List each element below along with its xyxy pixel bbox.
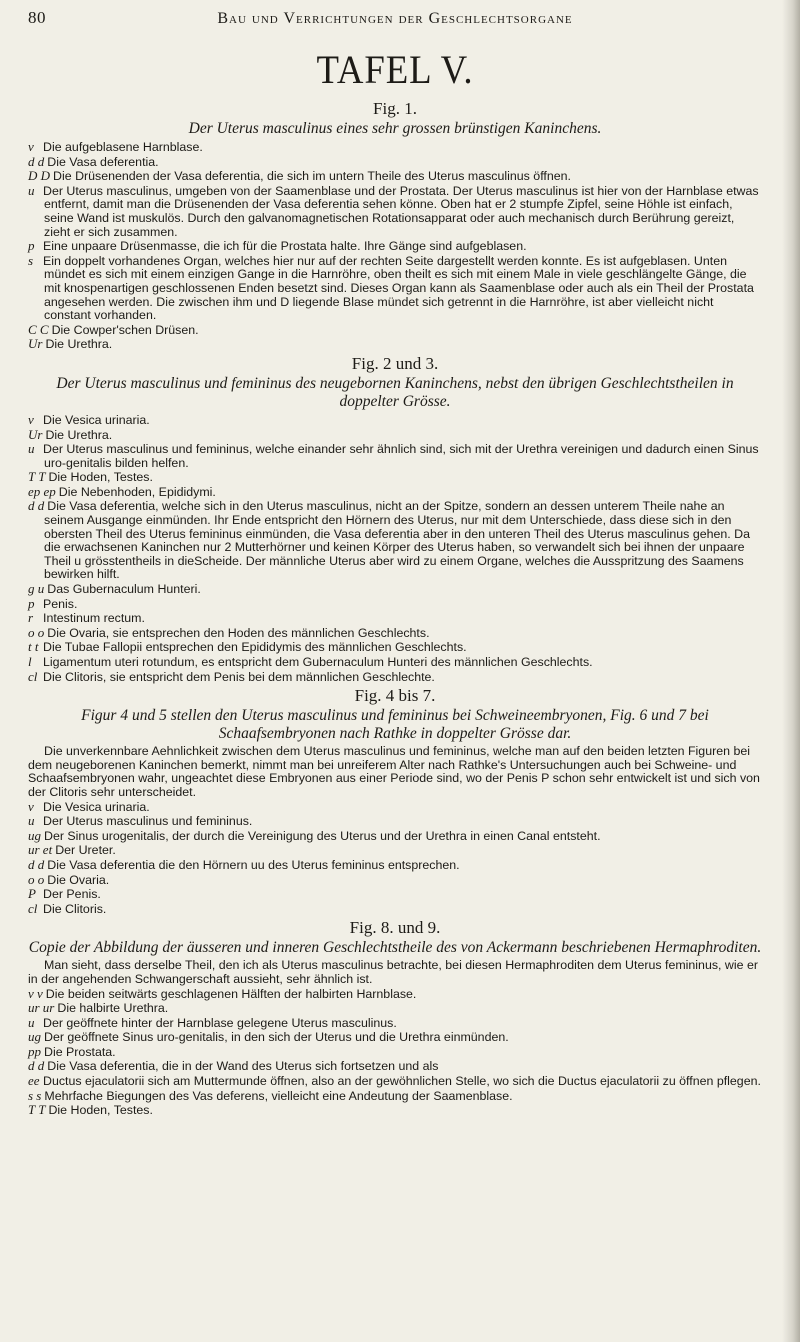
entry-text: Die Hoden, Testes. (48, 1103, 153, 1118)
entry-key: v v (28, 985, 43, 1001)
entry-key: pp (28, 1043, 41, 1059)
entry-key: P (28, 886, 36, 902)
fig23-entry (28, 597, 762, 612)
entry-key: ep ep (28, 483, 56, 499)
plate-title: TAFEL V. (316, 47, 474, 92)
entry-key: u (28, 1014, 35, 1030)
entry-text: Ductus ejaculatorii sich am Muttermunde öffnen, also an der gewöhnlichen Stelle, wo sich die Ductus ejaculatorii zu öffnen pflegen. (43, 1074, 761, 1089)
entry-text: Penis. (43, 596, 78, 611)
entry-key: Ur (28, 336, 43, 352)
entry-key: v (28, 411, 34, 427)
running-head (28, 8, 762, 32)
entry-key: ur et (28, 842, 53, 858)
entry-key: d d (28, 856, 45, 872)
entry-text: Der Sinus urogenitalis, der durch die Vereinigung des Uterus und der Urethra in einen Canal entsteht. (44, 828, 601, 843)
entry-key: l (28, 654, 32, 669)
fig23-entry (28, 442, 762, 470)
fig1-entry (28, 323, 762, 338)
entry-key: T T (28, 1102, 46, 1118)
entry-key: r (28, 610, 34, 626)
fig23-entry (28, 655, 762, 670)
entry-text: Die Vasa deferentia, die in der Wand des Uterus sich fortsetzen und als (47, 1059, 439, 1074)
page-edge-shadow (782, 0, 800, 1342)
entry-key: t t (28, 639, 39, 655)
entry-key: cl (28, 900, 38, 916)
entry-text: Die Cowper'schen Drüsen. (51, 322, 199, 337)
entry-text: Die Clitoris, sie entspricht dem Penis bei dem männlichen Geschlechte. (43, 669, 435, 684)
fig47-entry (28, 829, 762, 844)
entry-key: D D (28, 168, 51, 184)
entry-text: Die beiden seitwärts geschlagenen Hälften der halbirten Harnblase. (45, 986, 417, 1001)
entry-key: d d (28, 498, 45, 514)
entry-text: Die Vasa deferentia, welche sich in den Uterus masculinus, nicht an der Spitze, sondern an dessen unterem Theile nahe an seinem Ausgange einmünden. Ihr Ende entspricht den Hörnern des Uterus, nur mit dem Unterschiede, dass diese sich in den obersten Theil des Uterus femininus einmünden, die Vasa deferentia aber in den unteren Theil des Uterus masculinus gehen. Da die erwachsenen Kaninchen nur 2 Mutterhörner und keinen Körper des Uterus haben, so verwandelt sich bei ihnen der unpaare Theil u grösstentheils in dieScheide. Der männliche Uterus aber wird zu einem Organe, welches die Ausspritzung des Saamens bewirken hilft. (44, 499, 750, 582)
entry-key: ur ur (28, 1000, 55, 1016)
fig1-caption: Der Uterus masculinus eines sehr grossen brünstigen Kaninchens. (188, 120, 602, 137)
entry-key: v (28, 139, 34, 154)
fig89-entry (28, 1059, 762, 1074)
entry-key: d d (28, 153, 45, 169)
entry-text: Das Gubernaculum Hunteri. (47, 582, 201, 597)
entry-text: Der Uterus masculinus, umgeben von der Saamenblase und der Prostata. Der Uterus masculinus ist hier von der Harnblase etwas entfernt, damit man die Drüsenenden der Vasa deferentia sehen könne. Oben hat er 2 stumpfe Zipfel, seine Höhle ist einfach, seine Wand ist muskulös. Durch den galvanomagnetischen Rotationsapparat oder auch mechanisch durch Berührung gereizt, zieht er sich zusammen. (43, 183, 759, 239)
fig47-entry (28, 843, 762, 858)
fig89-entry (28, 1030, 762, 1045)
entry-text: Die Tubae Fallopii entsprechen den Epididymis des männlichen Geschlechts. (43, 640, 467, 655)
entry-text: Der Uterus masculinus und femininus. (43, 814, 253, 829)
fig89-entry (28, 1016, 762, 1031)
entry-text: Der Uterus masculinus und femininus, welche einander sehr ähnlich sind, sich mit der Urethra vereinigen und dadurch einen Sinus uro-genitalis bilden helfen. (43, 442, 759, 470)
entry-key: s s (28, 1087, 42, 1103)
fig23-entry (28, 670, 762, 685)
fig23-entry (28, 413, 762, 428)
entry-text: Die Ovaria, sie entsprechen den Hoden des männlichen Geschlechts. (47, 625, 430, 640)
fig1-entry (28, 155, 762, 170)
entry-text: Die Clitoris. (43, 901, 107, 916)
entry-key: ee (28, 1073, 40, 1089)
entry-text: Die Nebenhoden, Epididymi. (58, 484, 216, 499)
fig47-caption: Figur 4 und 5 stellen den Uterus masculinus und femininus bei Schweineembryonen, Fig. 6 und 7 bei Schaafsembryonen nach Rathke in doppelter Grösse dar. (81, 707, 709, 743)
fig23-caption: Der Uterus masculinus und femininus des neugebornen Kaninchens, nebst den übrigen Geschlechtstheilen in doppelter Grösse. (56, 374, 734, 410)
entry-text: Die Urethra. (45, 427, 113, 442)
fig23-entries (28, 413, 762, 684)
fig47-paragraph: Die unverkennbare Aehnlichkeit zwischen dem Uterus masculinus und femininus, welche man auf den beiden letzten Figuren bei dem neugeborenen Kaninchen bemerkt, nimmt man bei unreiferem Alter nach Rathke's Untersuchungen auch bei Schweine- und Schaafsembryonen wahr, ungeachtet diese Embryonen aus einer Periode sind, wo der Penis P schon sehr entwickelt ist und sich von der Clitoris sehr unterscheidet. (28, 744, 760, 799)
entry-text: Ligamentum uteri rotundum, es entspricht dem Gubernaculum Hunteri des männlichen Geschlechts. (43, 655, 593, 669)
entry-key: g u (28, 581, 45, 597)
fig23-heading: Fig. 2 und 3. (351, 353, 439, 373)
fig47-entry (28, 858, 762, 873)
fig47-heading: Fig. 4 bis 7. (354, 686, 436, 706)
entry-key: u (28, 813, 35, 829)
fig1-entry (28, 254, 762, 323)
entry-key: o o (28, 624, 45, 640)
entry-text: Die Urethra. (45, 337, 113, 352)
fig89-caption: Copie der Abbildung der äusseren und inneren Geschlechtstheile des von Ackermann beschriebenen Hermaphroditen. (28, 939, 762, 957)
fig89-entry (28, 1001, 762, 1016)
fig89-entries (28, 987, 762, 1118)
entry-text: Die Ovaria. (47, 872, 110, 887)
fig89-entry (28, 1089, 762, 1104)
entry-text: Eine unpaare Drüsenmasse, die ich für die Prostata halte. Ihre Gänge sind aufgeblasen. (43, 239, 527, 254)
fig23-entry (28, 611, 762, 626)
fig89-paragraph: Man sieht, dass derselbe Theil, den ich als Uterus masculinus betrachte, bei diesen Hermaphroditen dem Uterus femininus, wie er in der angehenden Schwangerschaft aussieht, sehr ähnlich ist. (28, 958, 758, 986)
entry-key: v (28, 798, 34, 814)
fig23-entry (28, 485, 762, 500)
fig47-entry (28, 873, 762, 888)
entry-key: s (28, 252, 34, 268)
entry-text: Die Drüsenenden der Vasa deferentia, die sich im untern Theile des Uterus masculinus öffnen. (53, 169, 571, 184)
entry-key: p (28, 238, 35, 254)
fig89-entry (28, 1045, 762, 1060)
entry-text: Die Vasa deferentia. (47, 154, 159, 169)
fig47-entry (28, 800, 762, 815)
fig89-entry (28, 987, 762, 1002)
entry-text: Die Prostata. (44, 1044, 116, 1059)
fig1-entry (28, 184, 762, 239)
fig23-entry (28, 640, 762, 655)
fig47-entry (28, 814, 762, 829)
entry-key: o o (28, 871, 45, 887)
entry-text: Mehrfache Biegungen des Vas deferens, vielleicht eine Andeutung der Saamenblase. (44, 1088, 513, 1103)
entry-text: Die aufgeblasene Harnblase. (43, 140, 203, 154)
fig23-entry (28, 626, 762, 641)
entry-text: Die Vesica urinaria. (43, 412, 150, 427)
entry-text: Die Vasa deferentia die den Hörnern uu des Uterus femininus entsprechen. (47, 857, 460, 872)
running-head-title: Bau und Verrichtungen der Geschlechtsorgane (217, 10, 573, 27)
fig47-entries (28, 800, 762, 917)
entry-text: Die halbirte Urethra. (57, 1001, 169, 1016)
entry-text: Ein doppelt vorhandenes Organ, welches hier nur auf der rechten Seite dargestellt werden konnte. Es ist aufgeblasen. Unten mündet es sich mit einem einzigen Gange in die Harnröhre, oben theilt es sich mit einem Male in viele geschlängelte Gänge, die mit knospenartigen geschlossenen Enden besetzt sind. Dieses Organ kann als Saamenblase oder auch als ein Theil der Prostata angesehen werden. Die zwischen ihm und D liegende Blase mündet sich getrennt in die Harnröhre, ist aber vielleicht nicht constant vorhanden. (43, 253, 754, 323)
entry-text: Der geöffnete hinter der Harnblase gelegene Uterus masculinus. (43, 1015, 397, 1030)
fig1-entry (28, 337, 762, 352)
fig1-entry (28, 169, 762, 184)
entry-key: p (28, 595, 35, 611)
page-number: 80 (28, 8, 46, 27)
entry-text: Die Hoden, Testes. (48, 470, 153, 485)
fig47-entry (28, 887, 762, 902)
fig89-heading: Fig. 8. und 9. (349, 918, 441, 938)
fig47-entry (28, 902, 762, 917)
entry-key: Ur (28, 426, 43, 442)
entry-text: Die Vesica urinaria. (43, 799, 150, 814)
fig23-entry (28, 470, 762, 485)
entry-text: Der Penis. (43, 887, 101, 902)
fig1-entry (28, 140, 762, 155)
entry-key: T T (28, 469, 46, 485)
fig23-entry (28, 428, 762, 443)
entry-text: Der geöffnete Sinus uro-genitalis, in den sich der Uterus und die Urethra einmünden. (44, 1030, 509, 1045)
entry-key: u (28, 441, 35, 457)
fig23-entry (28, 499, 762, 582)
entry-key: d d (28, 1058, 45, 1074)
entry-key: ug (28, 827, 41, 843)
entry-key: C C (28, 321, 49, 337)
entry-key: ug (28, 1029, 41, 1045)
entry-key: cl (28, 668, 38, 684)
fig89-entry (28, 1103, 762, 1118)
entry-text: Intestinum rectum. (43, 611, 145, 626)
fig1-heading: Fig. 1. (373, 99, 417, 118)
fig89-entry (28, 1074, 762, 1089)
entry-text: Der Ureter. (55, 843, 116, 858)
fig23-entry (28, 582, 762, 597)
entry-key: u (28, 182, 35, 198)
fig1-entry (28, 239, 762, 254)
fig1-entries (28, 140, 762, 352)
